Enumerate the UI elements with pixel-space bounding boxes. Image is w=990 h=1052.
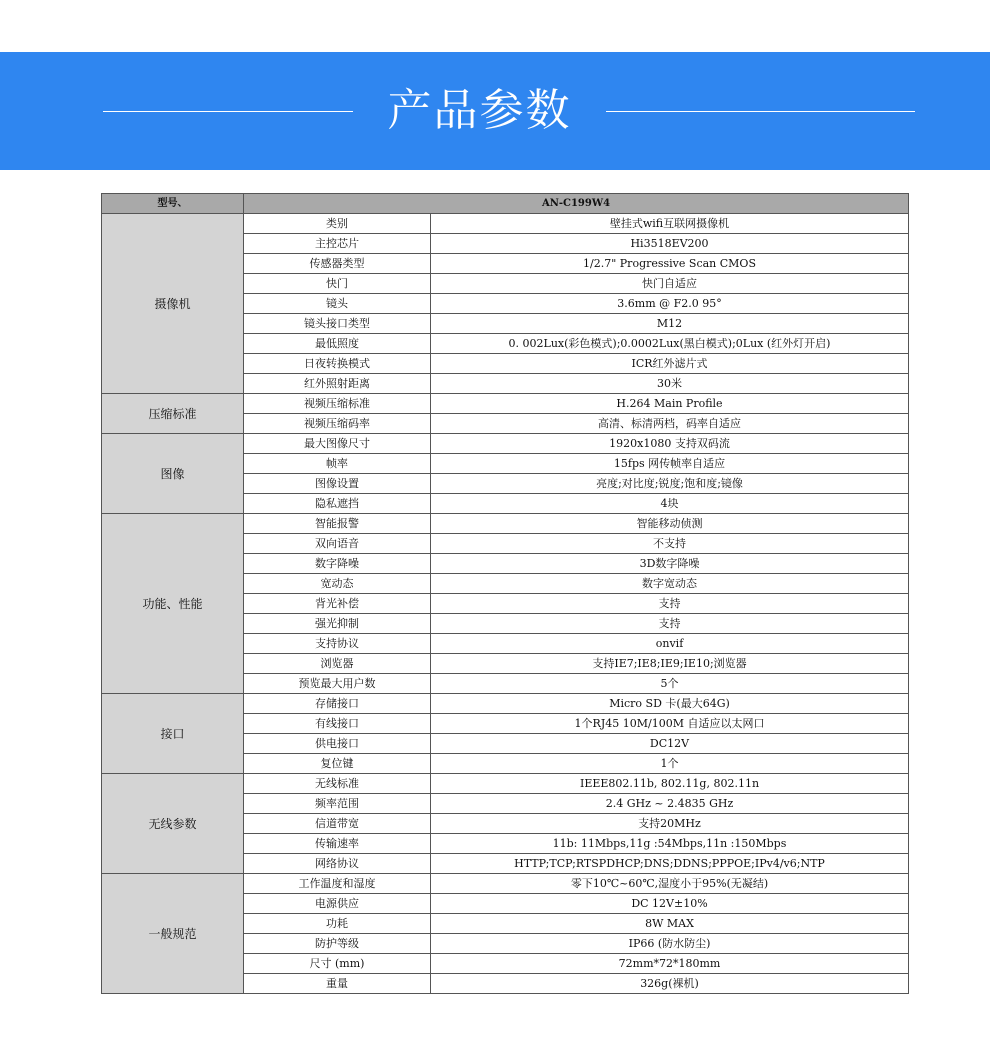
spec-value: 4块: [431, 494, 909, 514]
spec-value: HTTP;TCP;RTSPDHCP;DNS;DDNS;PPPOE;IPv4/v6;NTP: [431, 854, 909, 874]
spec-key: 传感器类型: [244, 254, 431, 274]
model-value: AN-C199W4: [244, 194, 909, 214]
spec-value: 亮度;对比度;锐度;饱和度;镜像: [431, 474, 909, 494]
spec-row: [102, 214, 909, 234]
spec-key: 日夜转换模式: [244, 354, 431, 374]
spec-key: 浏览器: [244, 654, 431, 674]
spec-value: 高清、标清两档，码率自适应: [431, 414, 909, 434]
spec-key: 视频压缩标准: [244, 394, 431, 414]
spec-key: 有线接口: [244, 714, 431, 734]
spec-key: 存储接口: [244, 694, 431, 714]
spec-key: 防护等级: [244, 934, 431, 954]
spec-key: 背光补偿: [244, 594, 431, 614]
spec-key: 电源供应: [244, 894, 431, 914]
group-name: 功能、性能: [102, 514, 244, 694]
spec-value: 2.4 GHz ~ 2.4835 GHz: [431, 794, 909, 814]
spec-key: 镜头: [244, 294, 431, 314]
spec-value: 壁挂式wifi互联网摄像机: [431, 214, 909, 234]
spec-key: 图像设置: [244, 474, 431, 494]
spec-value: 1920x1080 支持双码流: [431, 434, 909, 454]
spec-value: 支持: [431, 614, 909, 634]
spec-value: 15fps 网传帧率自适应: [431, 454, 909, 474]
spec-table: [101, 193, 909, 994]
spec-key: 信道带宽: [244, 814, 431, 834]
group-name: 无线参数: [102, 774, 244, 874]
spec-row: [102, 394, 909, 414]
spec-value: Hi3518EV200: [431, 234, 909, 254]
spec-value: onvif: [431, 634, 909, 654]
spec-value: DC12V: [431, 734, 909, 754]
spec-value: 1/2.7" Progressive Scan CMOS: [431, 254, 909, 274]
spec-value: 快门自适应: [431, 274, 909, 294]
spec-key: 网络协议: [244, 854, 431, 874]
spec-key: 宽动态: [244, 574, 431, 594]
spec-key: 视频压缩码率: [244, 414, 431, 434]
model-label: 型号、: [102, 194, 244, 214]
group-name: 压缩标准: [102, 394, 244, 434]
page-title: 产品参数: [387, 85, 572, 136]
spec-value: IP66 (防水防尘): [431, 934, 909, 954]
spec-value: 11b: 11Mbps,11g :54Mbps,11n :150Mbps: [431, 834, 909, 854]
spec-value: 数字宽动态: [431, 574, 909, 594]
spec-value: H.264 Main Profile: [431, 394, 909, 414]
spec-key: 双向语音: [244, 534, 431, 554]
spec-row: [102, 694, 909, 714]
spec-key: 重量: [244, 974, 431, 994]
spec-value: 支持: [431, 594, 909, 614]
spec-key: 红外照射距离: [244, 374, 431, 394]
spec-value: 支持20MHz: [431, 814, 909, 834]
spec-value: Micro SD 卡(最大64G): [431, 694, 909, 714]
spec-value: ICR红外滤片式: [431, 354, 909, 374]
spec-key: 复位键: [244, 754, 431, 774]
spec-key: 传输速率: [244, 834, 431, 854]
spec-value: 支持IE7;IE8;IE9;IE10;浏览器: [431, 654, 909, 674]
banner-divider-right: [606, 111, 915, 112]
spec-key: 预览最大用户数: [244, 674, 431, 694]
spec-value: 5个: [431, 674, 909, 694]
spec-key: 类别: [244, 214, 431, 234]
group-name: 摄像机: [102, 214, 244, 394]
spec-key: 主控芯片: [244, 234, 431, 254]
spec-key: 最大图像尺寸: [244, 434, 431, 454]
spec-key: 隐私遮挡: [244, 494, 431, 514]
spec-row: [102, 514, 909, 534]
spec-value: 3.6mm @ F2.0 95°: [431, 294, 909, 314]
spec-key: 快门: [244, 274, 431, 294]
spec-value: DC 12V±10%: [431, 894, 909, 914]
spec-value: 智能移动侦测: [431, 514, 909, 534]
spec-key: 镜头接口类型: [244, 314, 431, 334]
spec-value: 0. 002Lux(彩色模式);0.0002Lux(黑白模式);0Lux (红外灯开启): [431, 334, 909, 354]
spec-key: 帧率: [244, 454, 431, 474]
spec-value: 326g(裸机): [431, 974, 909, 994]
spec-key: 最低照度: [244, 334, 431, 354]
spec-value: 30米: [431, 374, 909, 394]
spec-key: 强光抑制: [244, 614, 431, 634]
spec-value: M12: [431, 314, 909, 334]
spec-row: [102, 434, 909, 454]
spec-value: 3D数字降噪: [431, 554, 909, 574]
spec-value: IEEE802.11b, 802.11g, 802.11n: [431, 774, 909, 794]
spec-value: 1个: [431, 754, 909, 774]
spec-key: 尺寸 (mm): [244, 954, 431, 974]
spec-key: 工作温度和湿度: [244, 874, 431, 894]
group-name: 一般规范: [102, 874, 244, 994]
spec-key: 数字降噪: [244, 554, 431, 574]
spec-key: 支持协议: [244, 634, 431, 654]
spec-key: 智能报警: [244, 514, 431, 534]
group-name: 图像: [102, 434, 244, 514]
spec-key: 功耗: [244, 914, 431, 934]
spec-value: 8W MAX: [431, 914, 909, 934]
spec-value: 不支持: [431, 534, 909, 554]
group-name: 接口: [102, 694, 244, 774]
spec-row: [102, 774, 909, 794]
banner-divider-left: [103, 111, 353, 112]
spec-key: 频率范围: [244, 794, 431, 814]
spec-key: 无线标准: [244, 774, 431, 794]
spec-value: 72mm*72*180mm: [431, 954, 909, 974]
spec-row: [102, 874, 909, 894]
spec-key: 供电接口: [244, 734, 431, 754]
spec-value: 1个RJ45 10M/100M 自适应以太网口: [431, 714, 909, 734]
header-banner: [0, 52, 990, 170]
model-row: [102, 194, 909, 214]
spec-value: 零下10℃~60℃,湿度小于95%(无凝结): [431, 874, 909, 894]
